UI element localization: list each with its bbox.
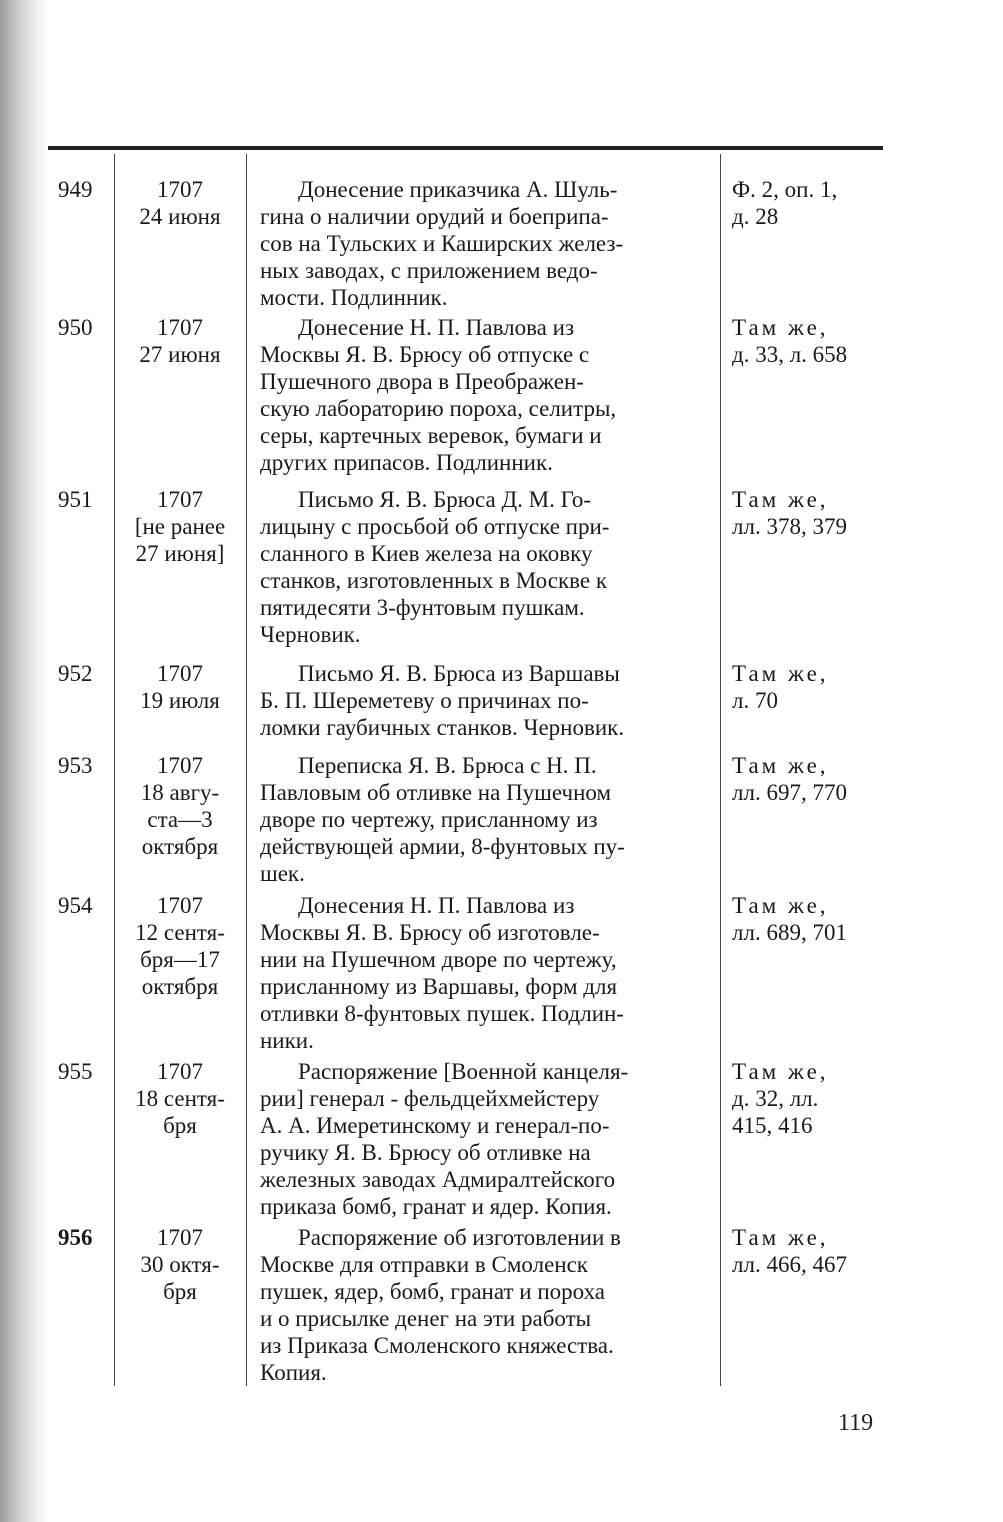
date-line: 1707 bbox=[157, 487, 203, 512]
entry-number: 952 bbox=[58, 661, 93, 686]
date-line: ста—3 bbox=[147, 807, 213, 832]
entry-date bbox=[114, 1224, 246, 1305]
date-line: 1707 bbox=[157, 661, 203, 686]
date-line: октября bbox=[141, 974, 219, 999]
entry-number: 956 bbox=[58, 1225, 93, 1250]
date-line: бря bbox=[163, 1113, 197, 1138]
desc-line: ручику Я. В. Брюсу об отливке на bbox=[260, 1140, 591, 1165]
desc-line: отливки 8-фунтовых пушек. Подлин- bbox=[260, 1001, 624, 1026]
table-row bbox=[48, 660, 883, 752]
desc-line: других припасов. Подлинник. bbox=[260, 450, 553, 475]
date-line: октября bbox=[141, 834, 219, 859]
entry-description bbox=[260, 1224, 706, 1386]
entry-source bbox=[732, 1058, 882, 1139]
entry-date bbox=[114, 892, 246, 1000]
date-line: бря bbox=[163, 1279, 197, 1304]
desc-line: Москвы Я. В. Брюсу об отпуске с bbox=[260, 342, 590, 367]
table-row bbox=[48, 892, 883, 1058]
entry-number: 955 bbox=[58, 1059, 93, 1084]
desc-line: сланного в Киев железа на оковку bbox=[260, 541, 593, 566]
date-line: 27 июня] bbox=[135, 541, 225, 566]
entry-date bbox=[114, 1058, 246, 1139]
source-line: Там же, bbox=[732, 753, 829, 778]
entry-description bbox=[260, 314, 706, 476]
entry-description bbox=[260, 892, 706, 1054]
desc-line: ники. bbox=[260, 1028, 314, 1053]
desc-line: Павловым об отливке на Пушечном bbox=[260, 780, 612, 805]
date-line: 1707 bbox=[157, 1059, 203, 1084]
desc-line: пятидесяти 3-фунтовым пушкам. bbox=[260, 595, 585, 620]
desc-line: действующей армии, 8-фунтовых пу- bbox=[260, 834, 625, 859]
top-rule bbox=[48, 146, 883, 150]
entry-source bbox=[732, 176, 882, 230]
entry-source bbox=[732, 314, 882, 368]
desc-line: скую лабораторию пороха, селитры, bbox=[260, 396, 617, 421]
entry-number: 951 bbox=[58, 487, 93, 512]
entry-number: 954 bbox=[58, 893, 93, 918]
source-line: Там же, bbox=[732, 661, 829, 686]
source-line: д. 28 bbox=[732, 204, 779, 229]
table-row bbox=[48, 752, 883, 892]
desc-line: Донесение приказчика А. Шуль- bbox=[298, 177, 618, 202]
entry-source bbox=[732, 752, 882, 806]
desc-line: А. А. Имеретинскому и генерал-по- bbox=[260, 1113, 610, 1138]
source-line: Там же, bbox=[732, 487, 829, 512]
desc-line: Москвы Я. В. Брюсу об изготовле- bbox=[260, 920, 600, 945]
source-line: Там же, bbox=[732, 893, 829, 918]
desc-line: Б. П. Шереметеву о причинах по- bbox=[260, 688, 589, 713]
table-row bbox=[48, 1224, 883, 1394]
desc-line: Пушечного двора в Преображен- bbox=[260, 369, 584, 394]
desc-line: Письмо Я. В. Брюса Д. М. Го- bbox=[298, 487, 592, 512]
source-line: Там же, bbox=[732, 315, 829, 340]
desc-line: шек. bbox=[260, 861, 305, 886]
desc-line: ломки гаубичных станков. Черновик. bbox=[260, 715, 625, 740]
date-line: 18 сентя- bbox=[135, 1086, 225, 1111]
desc-line: лицыну с просьбой об отпуске при- bbox=[260, 514, 610, 539]
source-line: лл. 697, 770 bbox=[732, 780, 847, 805]
entry-description bbox=[260, 486, 706, 648]
date-line: 19 июля bbox=[140, 688, 220, 713]
date-line: 1707 bbox=[157, 315, 203, 340]
desc-line: серы, картечных веревок, бумаги и bbox=[260, 423, 602, 448]
source-line: Ф. 2, оп. 1, bbox=[732, 177, 838, 202]
source-line: Там же, bbox=[732, 1059, 829, 1084]
source-line: Там же, bbox=[732, 1225, 829, 1250]
entry-description bbox=[260, 176, 706, 311]
entry-source bbox=[732, 486, 882, 540]
source-line: лл. 689, 701 bbox=[732, 920, 847, 945]
desc-line: пушек, ядер, бомб, гранат и пороха bbox=[260, 1279, 605, 1304]
entry-source bbox=[732, 660, 882, 714]
date-line: 27 июня bbox=[139, 342, 221, 367]
archive-table bbox=[48, 146, 883, 1386]
desc-line: присланному из Варшавы, форм для bbox=[260, 974, 618, 999]
table-row bbox=[48, 486, 883, 660]
table-row bbox=[48, 1058, 883, 1224]
date-line: [не ранее bbox=[134, 514, 226, 539]
source-line: д. 33, л. 658 bbox=[732, 342, 848, 367]
desc-line: сов на Тульских и Каширских желез- bbox=[260, 231, 624, 256]
entry-source bbox=[732, 892, 882, 946]
date-line: 1707 bbox=[157, 1225, 203, 1250]
entry-description bbox=[260, 752, 706, 887]
date-line: 1707 bbox=[157, 177, 203, 202]
desc-line: Донесение Н. П. Павлова из bbox=[298, 315, 575, 340]
date-line: 12 сентя- bbox=[135, 920, 225, 945]
desc-line: Распоряжение [Военной канцеля- bbox=[298, 1059, 629, 1084]
desc-line: гина о наличии орудий и боеприпа- bbox=[260, 204, 609, 229]
desc-line: Письмо Я. В. Брюса из Варшавы bbox=[298, 661, 620, 686]
entry-date bbox=[114, 176, 246, 230]
entry-number: 950 bbox=[58, 315, 93, 340]
entry-description bbox=[260, 1058, 706, 1220]
desc-line: Распоряжение об изготовлении в bbox=[298, 1225, 621, 1250]
page-number: 119 bbox=[838, 1410, 874, 1436]
date-line: 24 июня bbox=[139, 204, 221, 229]
page-edge-shadow bbox=[0, 0, 48, 1522]
date-line: 1707 bbox=[157, 893, 203, 918]
desc-line: ных заводах, с приложением ведо- bbox=[260, 258, 598, 283]
desc-line: нии на Пушечном дворе по чертежу, bbox=[260, 947, 617, 972]
desc-line: Черновик. bbox=[260, 622, 361, 647]
desc-line: дворе по чертежу, присланному из bbox=[260, 807, 598, 832]
desc-line: Москве для отправки в Смоленск bbox=[260, 1252, 588, 1277]
date-line: бря—17 bbox=[140, 947, 220, 972]
source-line: 415, 416 bbox=[732, 1113, 813, 1138]
entry-date bbox=[114, 314, 246, 368]
table-row bbox=[48, 314, 883, 486]
date-line: 18 авгу- bbox=[140, 780, 220, 805]
entry-date bbox=[114, 660, 246, 714]
table-row bbox=[48, 176, 883, 314]
table-body bbox=[48, 176, 883, 1394]
entry-source bbox=[732, 1224, 882, 1278]
desc-line: железных заводах Адмиралтейского bbox=[260, 1167, 616, 1192]
source-line: д. 32, лл. bbox=[732, 1086, 819, 1111]
source-line: лл. 378, 379 bbox=[732, 514, 847, 539]
entry-number: 953 bbox=[58, 753, 93, 778]
desc-line: станков, изготовленных в Москве к bbox=[260, 568, 607, 593]
entry-date bbox=[114, 752, 246, 860]
source-line: лл. 466, 467 bbox=[732, 1252, 847, 1277]
entry-number: 949 bbox=[58, 177, 93, 202]
desc-line: из Приказа Смоленского княжества. bbox=[260, 1333, 614, 1358]
desc-line: Донесения Н. П. Павлова из bbox=[298, 893, 575, 918]
desc-line: и о присылке денег на эти работы bbox=[260, 1306, 592, 1331]
source-line: л. 70 bbox=[732, 688, 778, 713]
date-line: 30 октя- bbox=[140, 1252, 220, 1277]
entry-date bbox=[114, 486, 246, 567]
desc-line: Переписка Я. В. Брюса с Н. П. bbox=[298, 753, 597, 778]
desc-line: Копия. bbox=[260, 1360, 327, 1385]
entry-description bbox=[260, 660, 706, 741]
desc-line: рии] генерал - фельдцейхмейстеру bbox=[260, 1086, 600, 1111]
desc-line: мости. Подлинник. bbox=[260, 285, 448, 310]
date-line: 1707 bbox=[157, 753, 203, 778]
desc-line: приказа бомб, гранат и ядер. Копия. bbox=[260, 1194, 612, 1219]
